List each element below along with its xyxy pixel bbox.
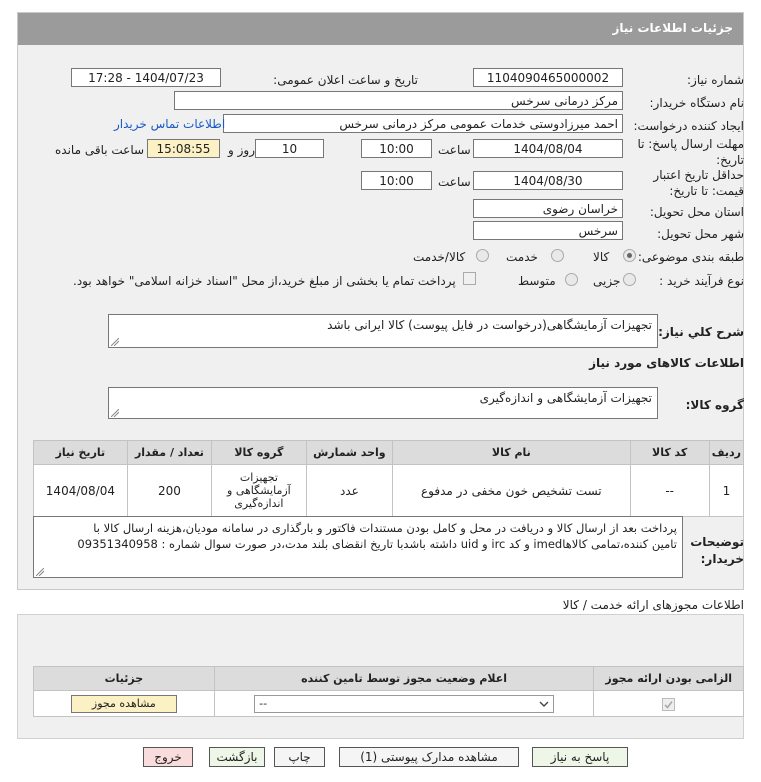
back-button[interactable]: بازگشت — [209, 747, 265, 767]
reply-time-field: 10:00 — [361, 139, 432, 158]
delivery-city-label: شهر محل تحویل: — [657, 227, 744, 241]
process-option-medium: متوسط — [518, 274, 556, 288]
reply-date-field: 1404/08/04 — [473, 139, 623, 158]
treasury-payment-checkbox[interactable] — [463, 272, 476, 285]
col-header-code: کد کالا — [630, 441, 709, 465]
buyer-notes-line-2: تامین کننده،تمامی کالاهاimed و کد irc و uid داشته باشدبا تاریخ انقضای بلند مدت،در صورت سوال شماره : 09351340958 — [77, 537, 677, 551]
general-desc-text: تجهیزات آزمایشگاهی(درخواست در فایل پیوست) کالا ایرانی باشد — [327, 318, 652, 332]
cell-unit: عدد — [306, 465, 392, 517]
permit-status-select-value: -- — [259, 696, 268, 710]
view-permit-button[interactable]: مشاهده مجوز — [71, 695, 177, 713]
permit-status-select[interactable] — [254, 695, 554, 713]
reply-days-field: 10 — [255, 139, 324, 158]
general-desc-textarea — [108, 314, 658, 348]
permits-header-row — [34, 667, 744, 691]
requester-field: احمد میرزادوستی خدمات عمومی مرکز درمانی سرخس — [223, 114, 623, 133]
permits-title: اطلاعات مجوزهای ارائه خدمت / کالا — [562, 598, 744, 612]
permit-status-cell — [214, 691, 594, 717]
category-option-goods: کالا — [593, 250, 610, 264]
general-desc-label: شرح کلي نياز: — [658, 325, 744, 339]
buyer-org-label: نام دستگاه خریدار: — [649, 96, 744, 110]
page-title: جزئیات اطلاعات نیاز — [612, 21, 733, 35]
process-option-minor: جزیی — [593, 274, 621, 288]
permit-col-required: الزامی بودن ارائه مجوز — [594, 667, 744, 691]
need-number-label: شماره نیاز: — [687, 73, 744, 87]
table-row — [34, 691, 744, 717]
delivery-province-label: استان محل تحویل: — [649, 205, 744, 219]
announce-datetime-field: 1404/07/23 - 17:28 — [71, 68, 221, 87]
resize-grip-icon[interactable] — [36, 568, 44, 576]
reply-button[interactable]: پاسخ به نیاز — [532, 747, 628, 767]
category-radio-goods-service[interactable] — [476, 249, 489, 262]
permit-details-cell — [34, 691, 215, 717]
validity-hour-label: ساعت — [438, 175, 471, 189]
permits-table — [33, 666, 744, 717]
goods-group-label: گروه کالا: — [685, 398, 744, 412]
col-header-group: گروه کالا — [212, 441, 307, 465]
validity-date-field: 1404/08/30 — [473, 171, 623, 190]
col-header-row: ردیف — [709, 441, 743, 465]
permit-col-details: جزئیات — [34, 667, 215, 691]
col-header-qty: تعداد / مقدار — [127, 441, 211, 465]
cell-name: تست تشخیص خون مخفی در مدفوع — [393, 465, 630, 517]
print-button[interactable]: چاپ — [274, 747, 325, 767]
items-table-header-row — [34, 441, 744, 465]
resize-grip-icon[interactable] — [111, 409, 119, 417]
attachments-button[interactable]: مشاهده مدارک پیوستی (1) — [339, 747, 519, 767]
reply-deadline-label: مهلت ارسال پاسخ: تا تاریخ: — [637, 137, 744, 167]
buyer-notes-label: توضیحات خریدار: — [690, 535, 744, 566]
items-table — [33, 440, 744, 517]
price-validity-label: حداقل تاریخ اعتبار قیمت: تا تاریخ: — [653, 168, 744, 198]
cell-date: 1404/08/04 — [34, 465, 128, 517]
requester-label: ایجاد کننده درخواست: — [633, 119, 744, 133]
buyer-org-field: مرکز درمانی سرخس — [174, 91, 623, 110]
table-row — [34, 465, 744, 517]
cell-group: تجهیزات آزمایشگاهی و اندازه‌گیری — [212, 465, 307, 517]
chevron-down-icon — [539, 699, 549, 709]
col-header-date: تاریخ نیاز — [34, 441, 128, 465]
panel-header — [18, 13, 743, 45]
permit-required-cell — [594, 691, 744, 717]
city-field: سرخس — [473, 221, 623, 240]
buyer-notes-textarea — [33, 516, 683, 578]
reply-hour-label: ساعت — [438, 143, 471, 157]
day-and-label: روز و — [228, 143, 255, 157]
exit-button[interactable]: خروج — [143, 747, 193, 767]
category-label: طبقه بندی موضوعی: — [637, 250, 744, 264]
remaining-hours-label: ساعت باقی مانده — [55, 143, 145, 157]
category-radio-service[interactable] — [551, 249, 564, 262]
cell-code: -- — [630, 465, 709, 517]
remaining-time-field: 15:08:55 — [147, 139, 220, 158]
permit-col-status: اعلام وضعیت مجوز توسط تامین کننده — [214, 667, 594, 691]
resize-grip-icon[interactable] — [111, 338, 119, 346]
cell-row: 1 — [709, 465, 743, 517]
process-radio-medium[interactable] — [565, 273, 578, 286]
process-radio-minor[interactable] — [623, 273, 636, 286]
buyer-notes-line-1: پرداخت بعد از ارسال کالا و دریافت در محل و کامل بودن مستندات فاکتور و بارگذاری در سامانه مودیان،هزینه ارسال کالا با — [93, 521, 677, 535]
validity-time-field: 10:00 — [361, 171, 432, 190]
payment-note: پرداخت تمام یا بخشی از مبلغ خرید،از محل "اسناد خزانه اسلامی" خواهد بود. — [73, 274, 456, 288]
goods-group-text: تجهیزات آزمایشگاهی و اندازه‌گیری — [479, 391, 652, 405]
buyer-contact-link[interactable]: اطلاعات تماس خریدار — [114, 117, 226, 131]
check-icon — [663, 699, 674, 710]
col-header-unit: واحد شمارش — [306, 441, 392, 465]
col-header-name: نام کالا — [393, 441, 630, 465]
cell-qty: 200 — [127, 465, 211, 517]
category-option-service: خدمت — [506, 250, 538, 264]
process-type-label: نوع فرآیند خرید : — [659, 274, 744, 288]
announce-datetime-label: تاریخ و ساعت اعلان عمومی: — [273, 73, 418, 87]
category-option-goods-service: کالا/خدمت — [413, 250, 466, 264]
province-field: خراسان رضوی — [473, 199, 623, 218]
goods-info-title: اطلاعات کالاهای مورد نیاز — [589, 356, 744, 370]
category-radio-goods[interactable] — [623, 249, 636, 262]
required-checkbox[interactable] — [662, 698, 675, 711]
need-number-field: 1104090465000002 — [473, 68, 623, 87]
goods-group-textarea — [108, 387, 658, 419]
